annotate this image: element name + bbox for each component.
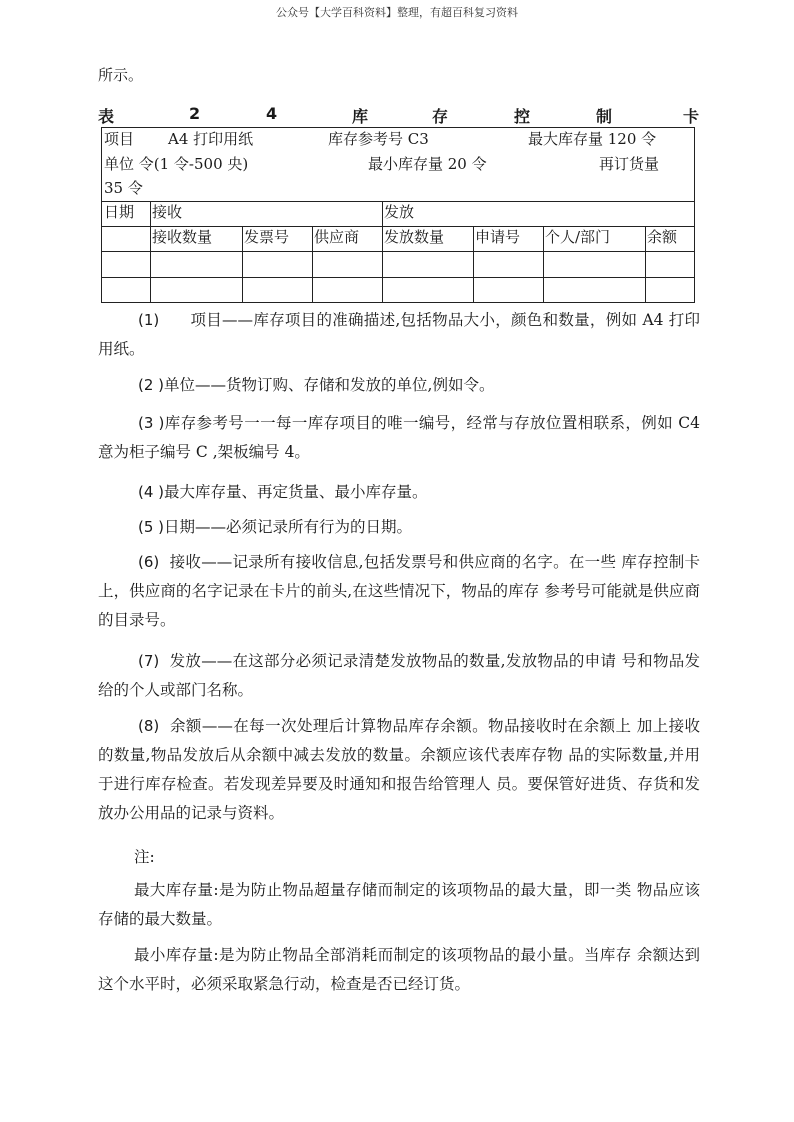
min-stock: 最小库存量 20 令	[368, 155, 487, 173]
title-char: 2	[189, 104, 201, 123]
title-char: 卡	[683, 107, 700, 126]
column-header: 个人/部门	[545, 228, 611, 246]
card-line	[102, 251, 694, 252]
paragraph-number: (7)	[138, 652, 160, 670]
column-header: 余额	[647, 228, 678, 246]
column-header: 发票号	[244, 228, 290, 246]
max-stock: 最大库存量 120 令	[528, 130, 657, 148]
paragraph-6	[98, 548, 700, 635]
paragraph-4	[98, 478, 700, 507]
receive-header: 接收	[152, 203, 183, 221]
card-line	[382, 201, 383, 302]
column-header: 接收数量	[152, 228, 213, 246]
column-header: 申请号	[475, 228, 521, 246]
title-char: 4	[266, 104, 278, 123]
title-char: 控	[514, 107, 531, 126]
issue-header: 发放	[384, 203, 415, 221]
card-line	[102, 277, 694, 278]
paragraph-text: 库存参考号一一每一库存项目的唯一编号，经常与存放位置相联系，例如 C4 意为柜子编号 C ,架板编号 4。	[98, 414, 701, 461]
paragraph-number: (4 )	[138, 483, 165, 501]
inventory-control-card	[101, 127, 695, 303]
page-header: 公众号【大学百科资料】整理，有超百科复习资料	[276, 6, 518, 19]
paragraph-number: (8)	[138, 717, 160, 735]
card-line	[312, 226, 313, 302]
title-char: 存	[432, 107, 449, 126]
reference-number: 库存参考号 C3	[328, 130, 429, 148]
paragraph-2	[98, 371, 700, 400]
date-header: 日期	[104, 203, 135, 221]
card-line	[473, 226, 474, 302]
title-char: 表	[98, 107, 115, 126]
paragraph-text: 接收——记录所有接收信息,包括发票号和供应商的名字。在一些 库存控制卡上，供应商的名字记录在卡片的前头,在这些情况下，物品的库存 参考号可能就是供应商的目录号。	[98, 553, 700, 629]
column-header: 供应商	[314, 228, 360, 246]
reorder-level: 再订货量	[599, 155, 660, 173]
card-line	[543, 226, 544, 302]
paragraph-8	[98, 712, 700, 828]
table-title	[98, 104, 700, 126]
paragraph-7	[98, 647, 700, 705]
note-label: 注:	[134, 848, 155, 866]
paragraph-text: 项目——库存项目的准确描述,包括物品大小，颜色和数量，例如 A4 打印用纸。	[98, 311, 701, 358]
item-label: 项目	[104, 130, 135, 148]
column-header: 发放数量	[384, 228, 445, 246]
paragraph-text: 日期——必须记录所有行为的日期。	[164, 518, 413, 536]
intro-text: 所示。	[98, 66, 144, 84]
paragraph-number: (6)	[138, 553, 160, 571]
paragraph-text: 发放——在这部分必须记录清楚发放物品的数量,发放物品的申请 号和物品发给的个人或部门名称。	[98, 652, 700, 699]
item-value: A4 打印用纸	[168, 130, 254, 148]
paragraph-text: 余额——在每一次处理后计算物品库存余额。物品接收时在余额上 加上接收的数量,物品发放后从余额中减去发放的数量。余额应该代表库存物 品的实际数量,并用于进行库存检查。若发现差异要及时通知和报告给管理人 员。要保管好进货、存货和发放办公用品的记录与资料。	[98, 717, 701, 822]
paragraph-number: (3 )	[138, 414, 165, 432]
card-line	[645, 226, 646, 302]
paragraph-number: (5 )	[138, 518, 165, 536]
unit: 单位 令(1 令-500 央)	[104, 155, 249, 173]
title-char: 制	[596, 107, 613, 126]
paragraph-number: (1)	[138, 311, 160, 329]
title-char: 库	[352, 107, 369, 126]
paragraph-number: (2 )	[138, 376, 165, 394]
card-line	[150, 201, 151, 302]
paragraph-1	[98, 306, 700, 364]
paragraph-text: 单位——货物订购、存储和发放的单位,例如令。	[164, 376, 495, 394]
note-min-stock: 最小库存量:是为防止物品全部消耗而制定的该项物品的最小量。当库存 余额达到这个水平时，必须采取紧急行动，检查是否已经订货。	[98, 946, 700, 993]
paragraph-3	[98, 409, 700, 467]
paragraph-text: 最大库存量、再定货量、最小库存量。	[164, 483, 428, 501]
reorder-value: 35 令	[104, 179, 143, 197]
card-line	[242, 226, 243, 302]
paragraph-5	[98, 513, 700, 542]
note-max-stock: 最大库存量:是为防止物品超量存储而制定的该项物品的最大量，即一类 物品应该存储的最大数量。	[98, 881, 700, 928]
